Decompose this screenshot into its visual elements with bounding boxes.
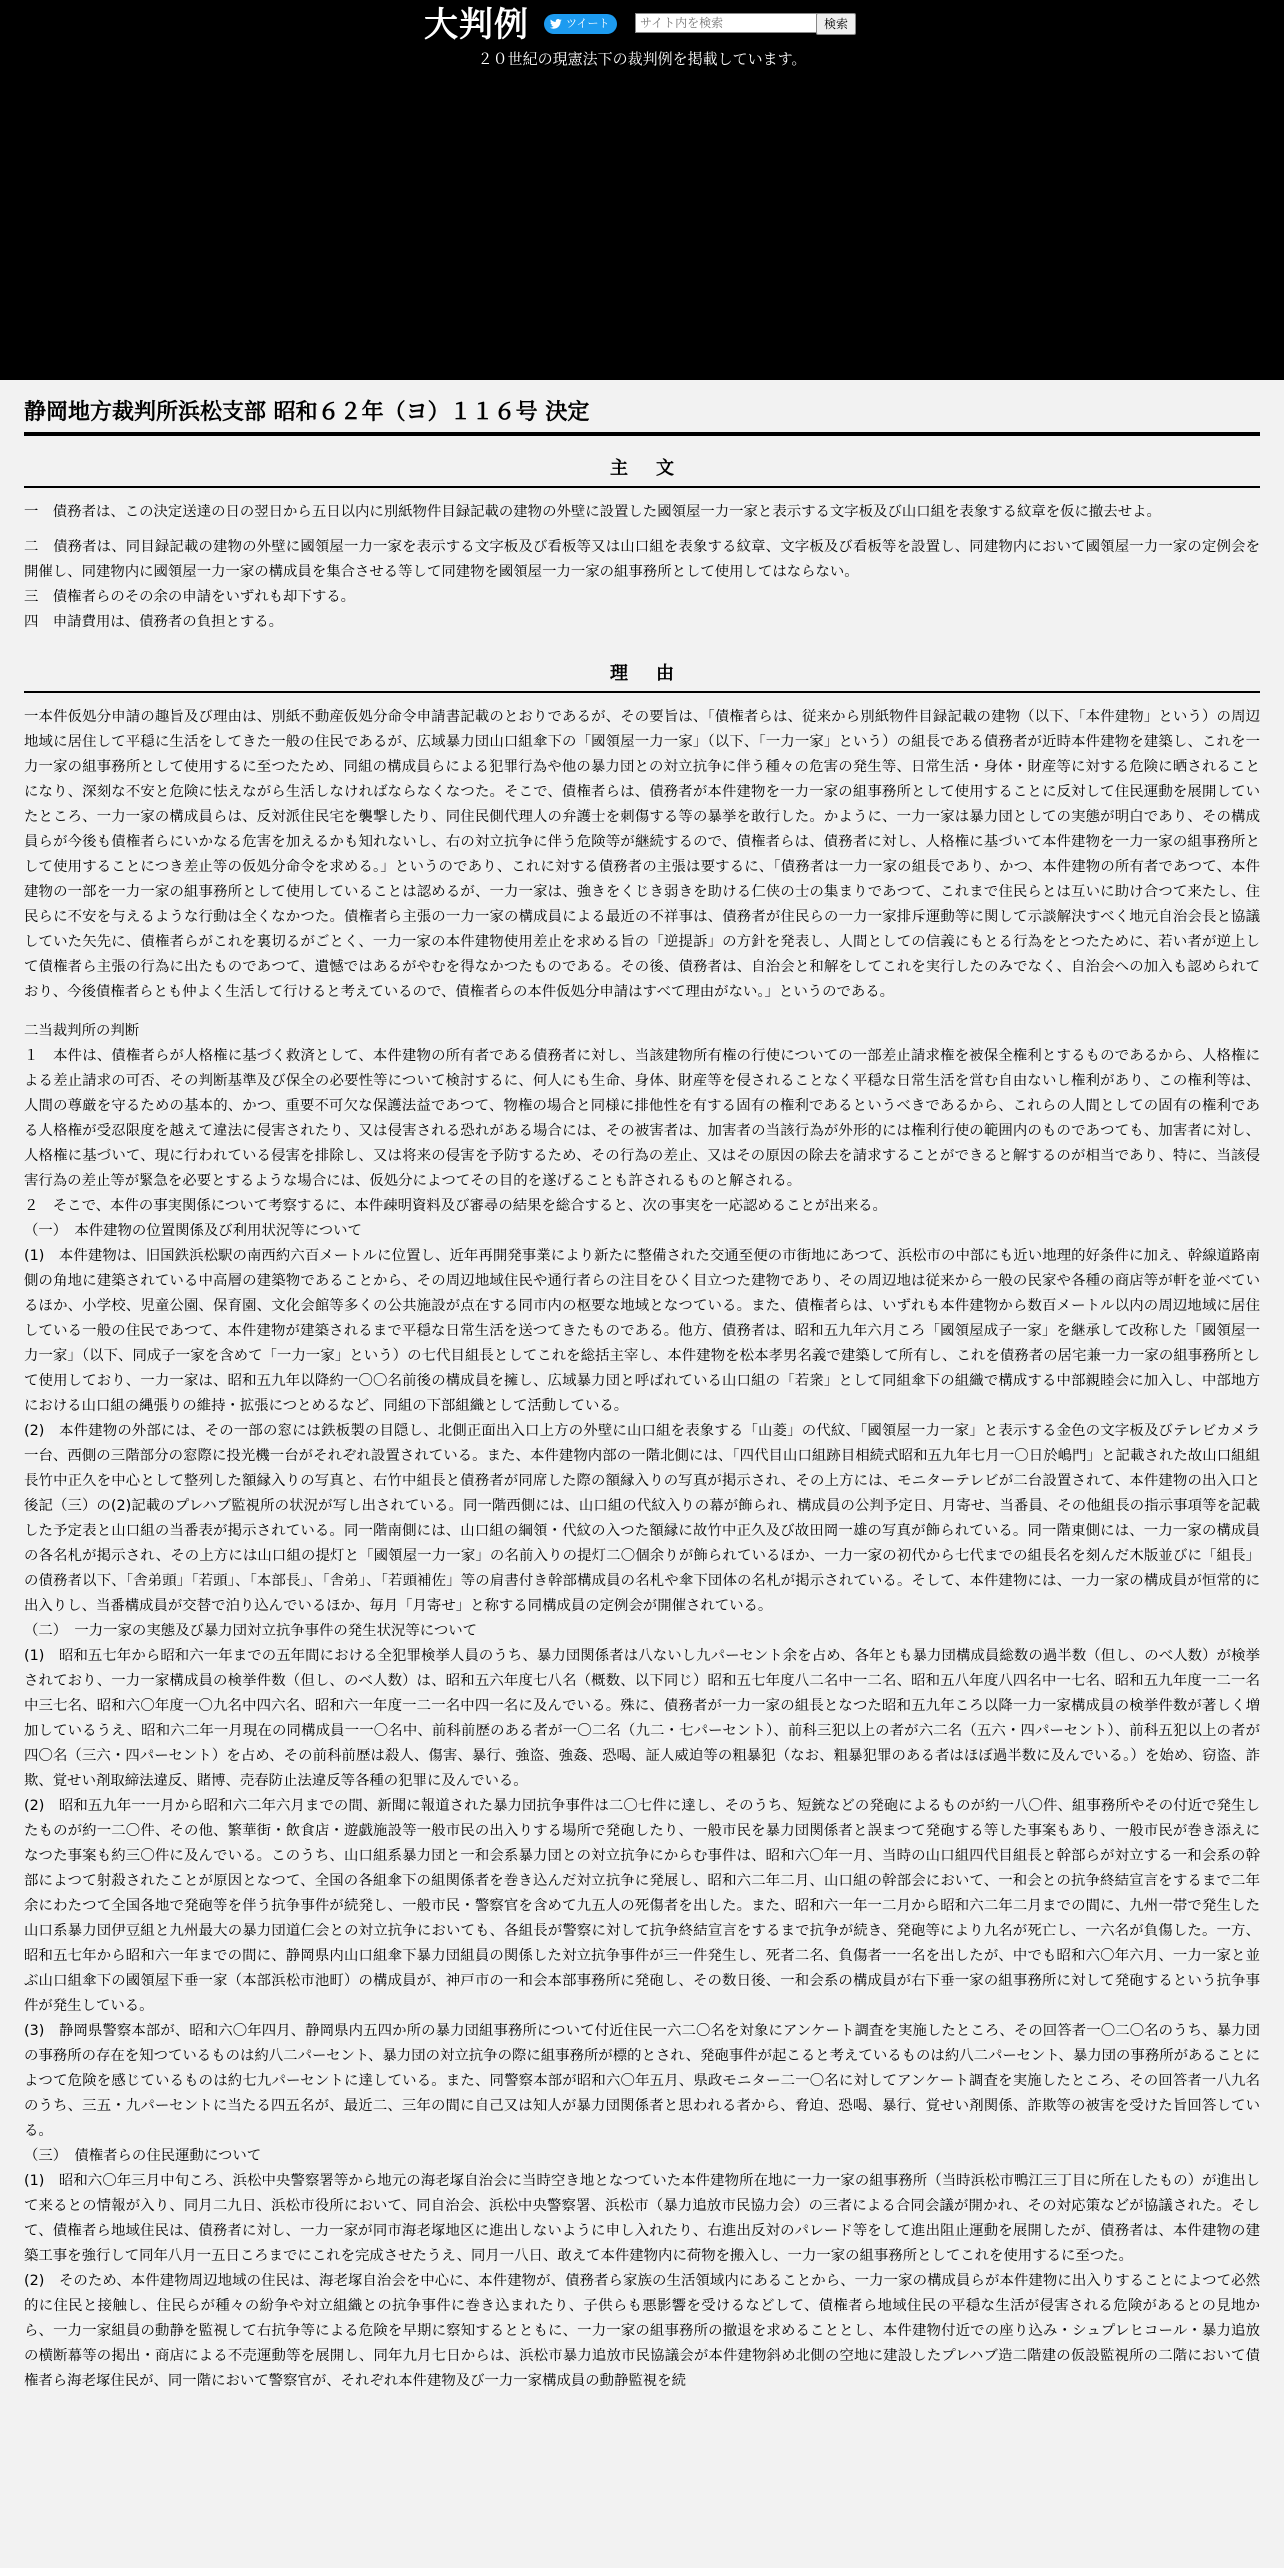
riyu-paragraph: (3) 静岡県警察本部が、昭和六〇年四月、静岡県内五四か所の暴力団組事務所について付近住民一六二〇名を対象にアンケート調査を実施したところ、その回答者一〇二〇名のうち、暴力団の事務所の存在を知つているものは約八二パーセント、暴力団の対立抗争の際に組事務所が標的とされ、発砲事件が起こると考えているものは約八二パーセント、暴力団の事務所があることによつて危険を感じているものは約七九パーセントに達している。また、同警察本部が昭和六〇年五月、県政モニター二一〇名に対してアンケート調査を実施したところ、その回答者一八九名のうち、三五・九パーセントに当たる四五名が、最近二、三年の間に自己又は知人が暴力団関係者と思われる者から、脅迫、恐喝、暴行、覚せい剤関係、詐欺等の被害を受けた旨回答している。 xyxy=(24,2023,1260,2139)
search-input[interactable] xyxy=(635,13,819,33)
riyu-subheading: （三） 債権者らの住民運動について xyxy=(24,2148,262,2164)
riyu-paragraph: 一本件仮処分申請の趣旨及び理由は、別紙不動産仮処分命令申請書記載のとおりであるが、その要旨は、「債権者らは、従来から別紙物件目録記載の建物（以下、「本件建物」という）の周辺地域に居住して平穏に生活をしてきた一般の住民であるが、広域暴力団山口組傘下の「國領屋一力一家」（以下、「一力一家」という）の組長である債務者が近時本件建物を建築し、これを一力一家の組事務所として使用するに至つたため、同組の構成員らによる犯罪行為や他の暴力団との対立抗争に伴う種々の危害の発生等、日常生活・身体・財産等に対する危険に晒されることになり、深刻な不安と危険に怯えながら生活しなければならなくなつた。そこで、債権者らは、債務者が本件建物を一力一家の組事務所として使用することに反対して住民運動を展開していたところ、一力一家の構成員らは、反対派住民宅を襲撃したり、同住民側代理人の弁護士を刺傷する等の暴挙を敢行した。かように、一力一家は暴力団としての実態が明白であり、その構成員らが今後も債権者らにいかなる危害を加えるかも知れないし、右の対立抗争に伴う危険等が継続するので、債権者らは、債務者に対し、人格権に基づいて本件建物を一力一家の組事務所として使用することにつき差止等の仮処分命令を求める。」というのであり、これに対する債務者の主張は要するに、「債務者は一力一家の組長であり、かつ、本件建物の所有者であつて、本件建物の一部を一力一家の組事務所として使用していることは認めるが、一力一家は、強きをくじき弱きを助ける仁侠の士の集まりであつて、これまで住民らとは互いに助け合つて来たし、住民らに不安を与えるような行動は全くなかつた。債権者ら主張の一力一家の構成員による最近の不祥事は、債務者が住民らの一力一家排斥運動等に関して示談解決すべく地元自治会長と協議していた矢先に、債権者らがこれを裏切るがごとく、一力一家の本件建物使用差止を求める旨の「逆提訴」の方針を発表し、人間としての信義にもとる行為をとつたために、若い者が逆上して債権者ら主張の行為に出たものであつて、遺憾ではあるがやむを得なかつたものである。その後、債務者は、自治会と和解をしてこれを実行したのみでなく、自治会への加入も認められており、今後債権者らとも仲よく生活して行けると考えているので、債権者らの本件仮処分申請はすべて理由がない。」というのである。 xyxy=(24,709,1260,1000)
shubun-item-2: 二 債務者は、同目録記載の建物の外壁に國領屋一力一家を表示する文字板及び看板等又は山口組を表象する紋章、文字板及び看板等を設置し、同建物内において國領屋一力一家の定例会を開催し、同建物内に國領屋一力一家の構成員を集合させる等して同建物を國領屋一力一家の組事務所として使用してはならない。 xyxy=(24,539,1260,580)
site-tagline: ２０世紀の現憲法下の裁判例を掲載しています。 xyxy=(477,50,807,68)
riyu-paragraph: 二当裁判所の判断 xyxy=(24,1023,140,1039)
riyu-heading: 理由 xyxy=(24,659,1260,693)
riyu-subheading: （二） 一力一家の実態及び暴力団対立抗争事件の発生状況等について xyxy=(24,1623,478,1639)
shubun-item-3: 三 債権者らのその余の申請をいずれも却下する。 xyxy=(24,589,355,605)
shubun-heading: 主文 xyxy=(24,454,1260,488)
riyu-paragraph: (2) 昭和五九年一一月から昭和六二年六月までの間、新聞に報道された暴力団抗争事件は二〇七件に達し、そのうち、短銃などの発砲によるものが約一八〇件、組事務所やその付近で発生したものが約一二〇件、その他、繁華街・飲食店・遊戯施設等一般市民の出入りする場所で発砲したり、一般市民を暴力団関係者と誤まつて発砲する等した事案もあり、一般市民が巻き添えになつた事案も約三〇件に及んでいる。このうち、山口組系暴力団と一和会系暴力団との対立抗争にからむ事件は、昭和六〇年一月、当時の山口組四代目組長と幹部らが対立する一和会系の幹部によつて射殺されたことが原因となつて、全国の各組傘下の組関係者を巻き込んだ対立抗争に発展し、昭和六二年二月、山口組の幹部会において、一和会との抗争終結宣言をするまで二年余にわたつて全国各地で発砲等を伴う抗争事件が続発し、一般市民・警察官を含めて九五人の死傷者を出した。また、昭和六一年一二月から昭和六二年二月までの間に、九州一帯で発生した山口系暴力団伊豆組と九州最大の暴力団道仁会との対立抗争においても、各組長が警察に対して抗争終結宣言をするまで抗争が続き、発砲等により九名が死亡し、一六名が負傷した。一方、昭和五七年から昭和六一年までの間に、静岡県内山口組傘下暴力団組員の関係した対立抗争事件が三一件発生し、死者二名、負傷者一一名を出したが、中でも昭和六〇年六月、一力一家と並ぶ山口組傘下の國領屋下垂一家（本部浜松市池町）の構成員が、神戸市の一和会本部事務所に発砲し、その数日後、一和会系の構成員が右下垂一家の組事務所に対して発砲するという抗争事件が発生している。 xyxy=(24,1798,1260,2014)
document-body xyxy=(24,396,1260,2394)
riyu-paragraph: (1) 昭和五七年から昭和六一年までの五年間における全犯罪検挙人員のうち、暴力団関係者は八ないし九パーセント余を占め、各年とも暴力団構成員総数の過半数（但し、のべ人数）が検挙されており、一力一家構成員の検挙件数（但し、のべ人数）は、昭和五六年度七八名（概数、以下同じ）昭和五七年度八二名中一二名、昭和五八年度八四名中一七名、昭和五九年度一二一名中三七名、昭和六〇年度一〇九名中四六名、昭和六一年度一二一名中四一名に及んでいる。殊に、債務者が一力一家の組長となつた昭和五九年ころ以降一力一家構成員の検挙件数が著しく増加しているうえ、昭和六二年一月現在の同構成員一一〇名中、前科前歴のある者が一〇二名（九二・七パーセント）、前科三犯以上の者が六二名（五六・四パーセント）、前科五犯以上の者が四〇名（三六・四パーセント）を占め、その前科前歴は殺人、傷害、暴行、強盗、強姦、恐喝、証人威迫等の粗暴犯（なお、粗暴犯罪のある者はほぼ過半数に及んでいる。）を始め、窃盗、詐欺、覚せい剤取締法違反、賭博、売春防止法違反等各種の犯罪に及んでいる。 xyxy=(24,1648,1260,1789)
riyu-paragraph: (1) 本件建物は、旧国鉄浜松駅の南西約六百メートルに位置し、近年再開発事業により新たに整備された交通至便の市街地にあつて、浜松市の中部にも近い地理的好条件に加え、幹線道路南側の角地に建築されている中高層の建築物であることから、その周辺地域住民や通行者らの注目をひく目立つた建物であり、その周辺地は従来から一般の民家や各種の商店等が軒を並べているほか、小学校、児童公園、保育園、文化会館等多くの公共施設が点在する同市内の枢要な地域となつている。また、債権者らは、いずれも本件建物から数百メートル以内の周辺地域に居住している一般の住民であつて、本件建物が建築されるまで平穏な日常生活を送つてきたものである。他方、債務者は、昭和五九年六月ころ「國領屋成子一家」を継承して改称した「國領屋一力一家」（以下、同成子一家を含めて「一力一家」という）の七代目組長としてこれを総括主宰し、本件建物を松本孝男名義で建築して所有し、これを債務者の居宅兼一力一家の組事務所として使用しており、一力一家は、昭和五九年以降約一〇〇名前後の構成員を擁し、広域暴力団と呼ばれている山口組の「若衆」として同組傘下の組織で構成する中部親睦会に加入し、中部地方における山口組の縄張りの維持・拡張につとめるなど、同組の下部組織として活動している。 xyxy=(24,1248,1260,1414)
shubun-item-4: 四 申請費用は、債務者の負担とする。 xyxy=(24,614,284,630)
bird-icon xyxy=(550,19,562,29)
site-logo[interactable]: 大判例 xyxy=(424,5,529,45)
riyu-paragraph: (2) 本件建物の外部には、その一部の窓には鉄板製の目隠し、北側正面出入口上方の外壁に山口組を表象する「山菱」の代紋、「國領屋一力一家」と表示する金色の文字板及びテレビカメラ一台、西側の三階部分の窓際に投光機一台がそれぞれ設置されている。また、本件建物内部の一階北側には、「四代目山口組跡目相続式昭和五九年七月一〇日於嶋門」と記載された故山口組組長竹中正久を中心として整列した額縁入りの写真と、右竹中組長と債務者が同席した際の額縁入りの写真が掲示され、その上方には、モニターテレビが二台設置されて、本件建物の出入口と後記（三）の(2)記載のプレハブ監視所の状況が写し出されている。同一階西側には、山口組の代紋入りの幕が飾られ、構成員の公判予定日、月寄せ、当番員、その他組長の指示事項等を記載した予定表と山口組の当番表が掲示されている。同一階南側には、山口組の綱領・代紋の入つた額縁に故竹中正久及び故田岡一雄の写真が飾られている。同一階東側には、一力一家の構成員の各名札が掲示され、その上方には山口組の提灯と「國領屋一力一家」の名前入りの提灯二〇個余りが飾られているほか、一力一家の初代から七代までの組長名を刻んだ木版並びに「組長」の債務者以下、「舎弟頭」「若頭」、「本部長」、「舎弟」、「若頭補佐」等の肩書付き幹部構成員の名札や傘下団体の名札が掲示されている。そして、本件建物には、一力一家の構成員が恒常的に出入りし、当番構成員が交替で泊り込んでいるほか、毎月「月寄せ」と称する同構成員の定例会が開催されている。 xyxy=(24,1423,1260,1614)
riyu-paragraph: (2) そのため、本件建物周辺地域の住民は、海老塚自治会を中心に、本件建物が、債務者ら家族の生活領域内にあることから、一力一家の構成員らが本件建物に出入りすることによつて必然的に住民と接触し、住民らが種々の紛争や対立組織との抗争事件に巻き込まれたり、子供らも悪影響を受けるなどして、債権者ら地域住民の平穏な生活が侵害される危険があるとの見地から、一力一家組員の動静を監視して右抗争等による危険を早期に察知するとともに、一力一家の組事務所の撤退を求めることとし、本件建物付近での座り込み・シュプレヒコール・暴力追放の横断幕等の掲出・商店による不売運動等を展開し、同年九月七日からは、浜松市暴力追放市民協議会が本件建物斜め北側の空地に建設したプレハブ造二階建の仮設監視所の二階において債権者ら海老塚住民が、同一階において警察官が、それぞれ本件建物及び一力一家構成員の動静監視を続 xyxy=(24,2273,1260,2389)
search-button[interactable]: 検索 xyxy=(816,13,856,35)
site-header xyxy=(0,0,1284,380)
tweet-label: ツイート xyxy=(566,17,610,30)
riyu-section xyxy=(24,705,1260,2394)
riyu-subheading: （一） 本件建物の位置関係及び利用状況等について xyxy=(24,1223,362,1239)
riyu-paragraph: １ 本件は、債権者らが人格権に基づく救済として、本件建物の所有者である債務者に対し、当該建物所有権の行使についての一部差止請求権を被保全権利とするものであるから、人格権による差止請求の可否、その判断基準及び保全の必要性等について検討するに、何人にも生命、身体、財産等を侵されることなく平穏な日常生活を営む自由ないし権利があり、この権利等は、人間の尊厳を守るための基本的、かつ、重要不可欠な保護法益であつて、物権の場合と同様に排他性を有する固有の権利であるというべきであるから、これらの人間としての固有の権利である人格権が受忍限度を越えて違法に侵害されたり、又は侵害される恐れがある場合には、その被害者は、加害者の当該行為が外形的には権利行使の範囲内のものであつても、加害者に対し、人格権に基づいて、現に行われている侵害を排除し、又は将来の侵害を予防するため、その行為の差止、又はその原因の除去を請求することができると解するのが相当であり、特に、当該侵害行為の差止等が緊急を必要とするような場合には、仮処分によつてその目的を遂げることも許されるものと解される。 xyxy=(24,1048,1260,1189)
riyu-paragraph: (1) 昭和六〇年三月中旬ころ、浜松中央警察署等から地元の海老塚自治会に当時空き地となつていた本件建物所在地に一力一家の組事務所（当時浜松市鴨江三丁目に所在したもの）が進出して来るとの情報が入り、同月二九日、浜松市役所において、同自治会、浜松中央警察署、浜松市（暴力追放市民協力会）の三者による合同会議が開かれ、その対応策などが協議された。そして、債権者ら地域住民は、債務者に対し、一力一家が同市海老塚地区に進出しないように申し入れたり、右進出反対のパレード等をして進出阻止運動を展開したが、債務者は、本件建物の建築工事を強行して同年八月一五日ころまでにこれを完成させたうえ、同月一八日、敢えて本件建物内に荷物を搬入し、一力一家の組事務所としてこれを使用するに至つた。 xyxy=(24,2173,1260,2264)
shubun-item-1: 一 債務者は、この決定送達の日の翌日から五日以内に別紙物件目録記載の建物の外壁に設置した國領屋一力一家と表示する文字板及び山口組を表象する紋章を仮に撤去せよ。 xyxy=(24,504,1161,520)
riyu-paragraph: ２ そこで、本件の事実関係について考察するに、本件疎明資料及び審尋の結果を総合すると、次の事実を一応認めることが出来る。 xyxy=(24,1198,887,1214)
page-title: 静岡地方裁判所浜松支部 昭和６２年（ヨ）１１６号 決定 xyxy=(24,396,1260,436)
shubun-section xyxy=(24,500,1260,635)
tweet-button[interactable] xyxy=(544,14,617,34)
